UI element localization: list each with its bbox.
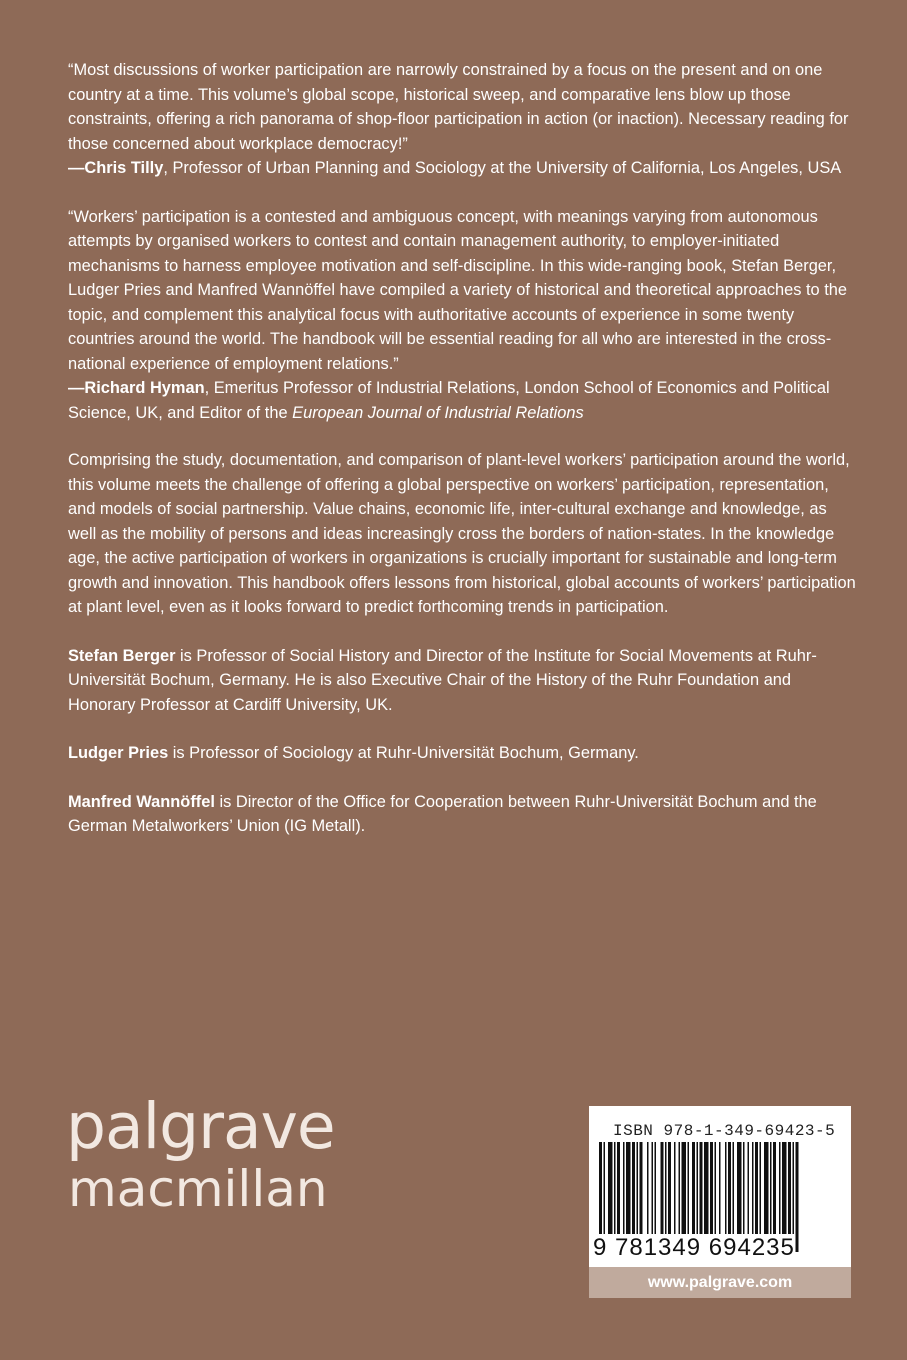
author-name: Stefan Berger — [68, 646, 176, 665]
author-bio-text: is Professor of Sociology at Ruhr-Universität Bochum, Germany. — [168, 744, 639, 762]
author-name: Manfred Wannöffel — [68, 792, 215, 811]
back-cover-text — [68, 58, 858, 839]
author-bio-text: is Professor of Social History and Director of the Institute for Social Movements at Ruhr-Universität Bochum, Germany. He is also Executive Chair of the History of the Ruhr Foundation and Honorary Professor at Cardiff University, UK. — [68, 646, 817, 714]
endorser-name: —Chris Tilly — [68, 159, 164, 177]
endorsement-quote: “Workers’ participation is a contested and ambiguous concept, with meanings varying from autonomous attempts by organised workers to contest and contain management authority, to employer-initiated mechanisms to harness employee motivation and self-discipline. In this wide-ranging book, Stefan Berger, Ludger Pries and Manfred Wannöffel have compiled a variety of historical and theoretical approaches to the topic, and complement this analytical focus with authoritative accounts of experience in some twenty countries around the world. The handbook will be essential reading for all who are interested in the cross-national experience of employment relations.” — [68, 207, 848, 373]
publisher-logo-line2: macmillan — [68, 1160, 328, 1218]
book-description: Comprising the study, documentation, and comparison of plant-level workers’ participation around the world, this volume meets the challenge of offering a global perspective on workers’ participation, representation, and models of social partnership. Value chains, economic life, inter-cultural exchange and knowledge, as well as the mobility of persons and ideas increasingly cross the borders of nation-states. In the knowledge age, the active participation of workers in organizations is crucially important for sustainable and long-term growth and innovation. This handbook offers lessons from historical, global accounts of workers’ participation at plant level, even as it looks forward to predict forthcoming trends in participation. — [68, 451, 856, 616]
publisher-logo-line1: palgrave — [66, 1090, 335, 1163]
endorser-affiliation: , Professor of Urban Planning and Sociology at the University of California, Los Angeles, USA — [163, 159, 842, 177]
endorsement-quote: “Most discussions of worker participation are narrowly constrained by a focus on the present and on one country at a time. This volume’s global scope, historical sweep, and comparative lens blow up those constraints, offering a rich panorama of shop-floor participation in action (or inaction). Necessary reading for those concerned about workplace democracy!” — [68, 61, 849, 153]
endorser-name: —Richard Hyman — [68, 379, 205, 397]
author-bio — [68, 790, 858, 839]
publisher-logo — [66, 1092, 335, 1216]
author-bio — [68, 644, 858, 718]
barcode-digits: 9 781349 694235 — [593, 1234, 795, 1261]
author-name: Ludger Pries — [68, 744, 169, 762]
endorsement-2 — [68, 205, 858, 426]
barcode-bar — [796, 1142, 799, 1252]
barcode-box — [589, 1106, 851, 1298]
author-bio-text: is Director of the Office for Cooperation between Ruhr-Universität Bochum and the German Metalworkers’ Union (IG Metall). — [68, 792, 817, 835]
journal-title: European Journal of Industrial Relations — [292, 403, 584, 422]
endorser-affiliation: , Emeritus Professor of Industrial Relations, London School of Economics and Political Science, UK, and Editor of the — [68, 379, 830, 422]
publisher-url: www.palgrave.com — [589, 1267, 851, 1298]
endorsement-1 — [68, 58, 858, 181]
author-bio — [68, 741, 858, 766]
isbn-label: ISBN 978-1-349-69423-5 — [613, 1122, 836, 1140]
